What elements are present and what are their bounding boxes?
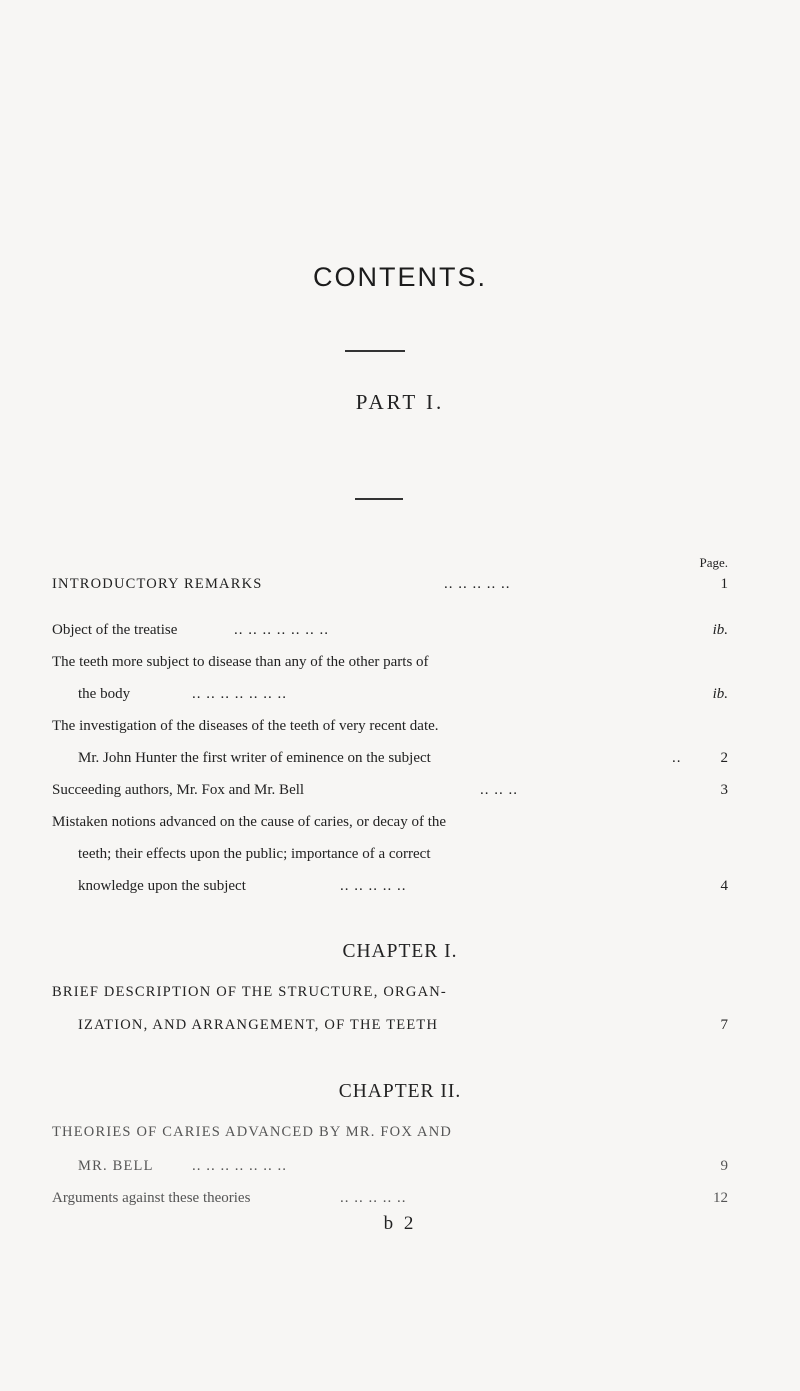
toc-entry-text: The investigation of the diseases of the teeth of very recent date. (52, 718, 439, 734)
toc-entry-text: Mr. John Hunter the first writer of eminence on the subject (78, 750, 431, 766)
leader-dots: .. .. .. .. .. (340, 1190, 407, 1206)
toc-page-number: ib. (712, 622, 728, 638)
leader-dots: .. .. .. .. .. (444, 576, 511, 592)
contents-heading: CONTENTS. (312, 262, 487, 292)
toc-entry (78, 749, 728, 767)
toc-page-number: 12 (713, 1190, 728, 1206)
toc-entry-text: Succeeding authors, Mr. Fox and Mr. Bell (52, 782, 305, 798)
toc-page-number: 4 (720, 878, 728, 894)
toc-entry (52, 781, 728, 799)
chapter-heading: CHAPTER II. (338, 1081, 462, 1102)
divider-rule (355, 498, 403, 500)
chapter-heading: CHAPTER I. (342, 941, 458, 962)
toc-entry (52, 1189, 728, 1207)
signature-mark: b 2 (383, 1213, 417, 1234)
toc-entry (52, 575, 728, 593)
toc-page-number: 9 (720, 1158, 728, 1174)
toc-page-number: 1 (720, 576, 728, 592)
toc-entry-line (52, 717, 728, 735)
toc-entry-text: MR. BELL (78, 1158, 154, 1174)
toc-entry (78, 1157, 728, 1175)
toc-entry-line (52, 653, 728, 671)
toc-page-number: 7 (720, 1017, 728, 1033)
toc-entry-text: Object of the treatise (52, 622, 178, 638)
toc-entry-text: IZATION, AND ARRANGEMENT, OF THE TEETH (78, 1017, 439, 1033)
toc-entry-text: teeth; their effects upon the public; importance of a correct (78, 846, 431, 862)
toc-entry-text: INTRODUCTORY REMARKS (52, 576, 263, 592)
toc-page-number: 3 (720, 782, 728, 798)
toc-entry-text: The teeth more subject to disease than any of the other parts of (52, 654, 429, 670)
leader-dots: .. .. .. .. .. .. .. (234, 622, 329, 638)
divider-rule (345, 350, 405, 352)
toc-page-number: 2 (720, 750, 728, 766)
toc-entry-line (52, 813, 728, 831)
part-heading: PART I. (355, 390, 445, 414)
toc-entry-text: THEORIES OF CARIES ADVANCED BY MR. FOX AND (52, 1124, 453, 1140)
toc-entry (52, 621, 728, 639)
leader-dots: .. .. .. .. .. .. .. (192, 1158, 287, 1174)
toc-entry-line (78, 845, 728, 863)
leader-dots: .. .. .. .. .. .. .. (192, 686, 287, 702)
toc-entry-text: Arguments against these theories (52, 1190, 251, 1206)
toc-entry-line (52, 1123, 728, 1141)
toc-entry-text: the body (78, 686, 131, 702)
leader-dots: .. .. .. (480, 782, 518, 798)
toc-entry-text: BRIEF DESCRIPTION OF THE STRUCTURE, ORGAN- (52, 984, 447, 1000)
leader-dots: .. (672, 750, 682, 766)
toc-entry (78, 877, 728, 895)
toc-entry-line (52, 983, 728, 1001)
toc-entry (78, 685, 728, 703)
page-column-header: Page. (699, 555, 728, 570)
toc-entry-text: knowledge upon the subject (78, 878, 246, 894)
leader-dots: .. .. .. .. .. (340, 878, 407, 894)
toc-entry (78, 1016, 728, 1034)
toc-entry-text: Mistaken notions advanced on the cause of caries, or decay of the (52, 814, 447, 830)
toc-page-number: ib. (712, 686, 728, 702)
